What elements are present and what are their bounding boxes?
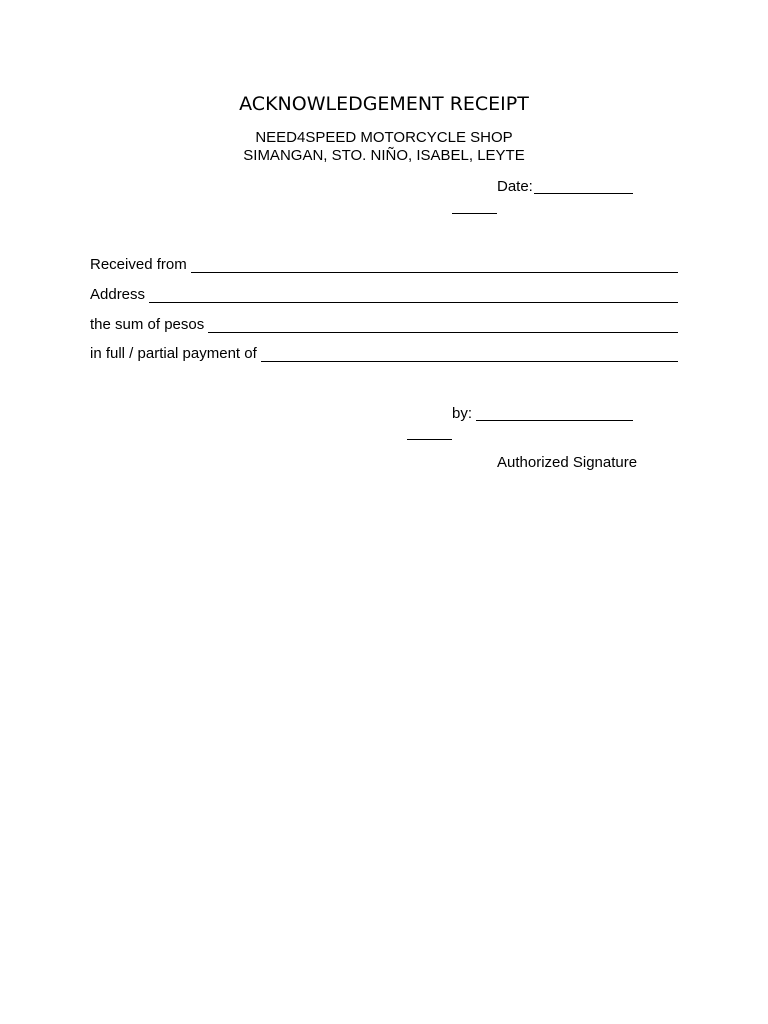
address-label: Address bbox=[90, 286, 146, 303]
sum-of-pesos-line bbox=[208, 332, 678, 333]
date-line-continuation bbox=[452, 213, 497, 214]
payment-of-line bbox=[261, 361, 678, 362]
by-line bbox=[476, 420, 633, 421]
date-line bbox=[534, 193, 633, 194]
receipt-title: ACKNOWLEDGEMENT RECEIPT bbox=[239, 93, 529, 115]
authorized-signature-label: Authorized Signature bbox=[497, 454, 638, 471]
shop-address: SIMANGAN, STO. NIÑO, ISABEL, LEYTE bbox=[243, 147, 525, 164]
shop-name: NEED4SPEED MOTORCYCLE SHOP bbox=[255, 129, 513, 146]
received-from-field bbox=[90, 254, 678, 274]
sum-of-pesos-label: the sum of pesos bbox=[90, 316, 205, 333]
by-label: by: bbox=[452, 405, 473, 422]
received-from-line bbox=[191, 272, 678, 273]
date-label: Date: bbox=[497, 178, 533, 195]
received-from-label: Received from bbox=[90, 256, 187, 273]
payment-of-label: in full / partial payment of bbox=[90, 345, 257, 362]
sum-of-pesos-field bbox=[90, 314, 678, 334]
address-line bbox=[149, 302, 678, 303]
payment-of-field bbox=[90, 343, 678, 363]
address-field bbox=[90, 284, 678, 304]
by-line-continuation bbox=[407, 439, 452, 440]
